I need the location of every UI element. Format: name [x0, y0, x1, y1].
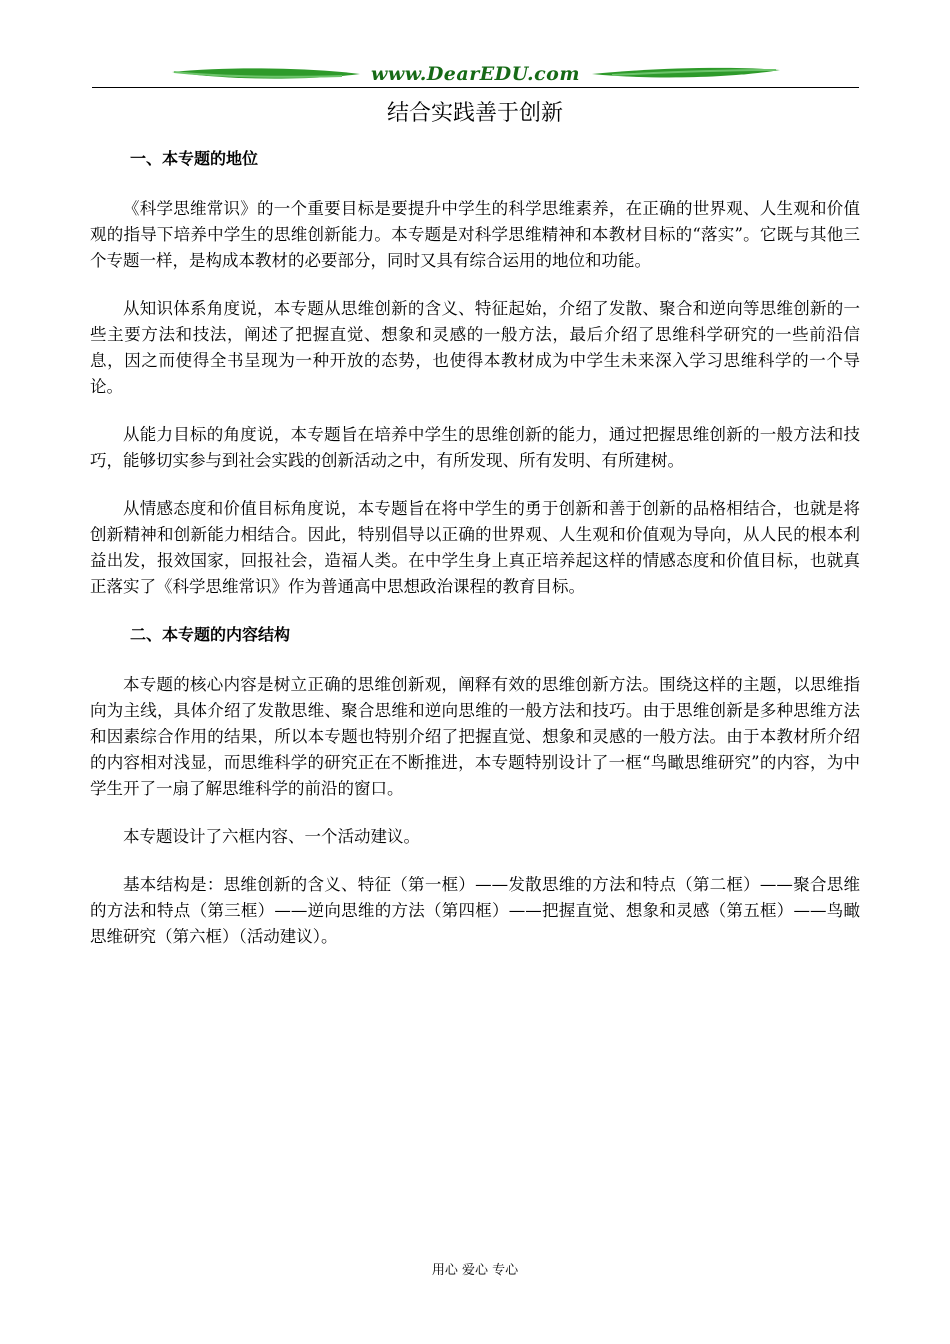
- section-heading: 二、本专题的内容结构: [130, 625, 291, 644]
- site-url: www.DearEDU.com: [371, 63, 580, 85]
- section-heading: 一、本专题的地位: [130, 149, 259, 168]
- document-body: [90, 146, 860, 972]
- page-footer: 用心 爱心 专心: [431, 1263, 519, 1278]
- section-position: [90, 146, 860, 600]
- section-content-structure: [90, 622, 860, 950]
- paragraph: 从情感态度和价值目标角度说，本专题旨在将中学生的勇于创新和善于创新的品格相结合，也就是将创新精神和创新能力相结合。因此，特别倡导以正确的世界观、人生观和价值观为导向，从人民的根本利益出发，报效国家，回报社会，造福人类。在中学生身上真正培养起这样的情感态度和价值目标，也就真正落实了《科学思维常识》作为普通高中思想政治课程的教育目标。: [90, 499, 860, 596]
- header-divider: [92, 87, 859, 88]
- paragraph: 基本结构是：思维创新的含义、特征（第一框）——发散思维的方法和特点（第二框）——聚合思维的方法和特点（第三框）——逆向思维的方法（第四框）——把握直觉、想象和灵感（第五框）——鸟瞰思维研究（第六框）（活动建议）。: [90, 875, 860, 946]
- document-title: 结合实践善于创新: [386, 101, 563, 126]
- paragraph: 本专题设计了六框内容、一个活动建议。: [123, 827, 420, 846]
- paragraph: 从能力目标的角度说，本专题旨在培养中学生的思维创新的能力，通过把握思维创新的一般方法和技巧，能够切实参与到社会实践的创新活动之中，有所发现、所有发明、有所建树。: [90, 425, 860, 470]
- paragraph: 从知识体系角度说，本专题从思维创新的含义、特征起始，介绍了发散、聚合和逆向等思维创新的一些主要方法和技法，阐述了把握直觉、想象和灵感的一般方法，最后介绍了思维科学研究的一些前沿信息，因之而使得全书呈现为一种开放的态势，也使得本教材成为中学生未来深入学习思维科学的一个导论。: [90, 299, 860, 396]
- paragraph: 本专题的核心内容是树立正确的思维创新观，阐释有效的思维创新方法。围绕这样的主题，以思维指向为主线，具体介绍了发散思维、聚合思维和逆向思维的一般方法和技巧。由于思维创新是多种思维方法和因素综合作用的结果，所以本专题也特别介绍了把握直觉、想象和灵感的一般方法。由于本教材所介绍的内容相对浅显，而思维科学的研究正在不断推进，本专题特别设计了一框“鸟瞰思维研究”的内容，为中学生开了一扇了解思维科学的前沿的窗口。: [90, 675, 860, 798]
- site-header-banner: [92, 62, 859, 90]
- paragraph: 《科学思维常识》的一个重要目标是要提升中学生的科学思维素养，在正确的世界观、人生观和价值观的指导下培养中学生的思维创新能力。本专题是对科学思维精神和本教材目标的“落实”。它既与其他三个专题一样，是构成本教材的必要部分，同时又具有综合运用的地位和功能。: [90, 199, 860, 270]
